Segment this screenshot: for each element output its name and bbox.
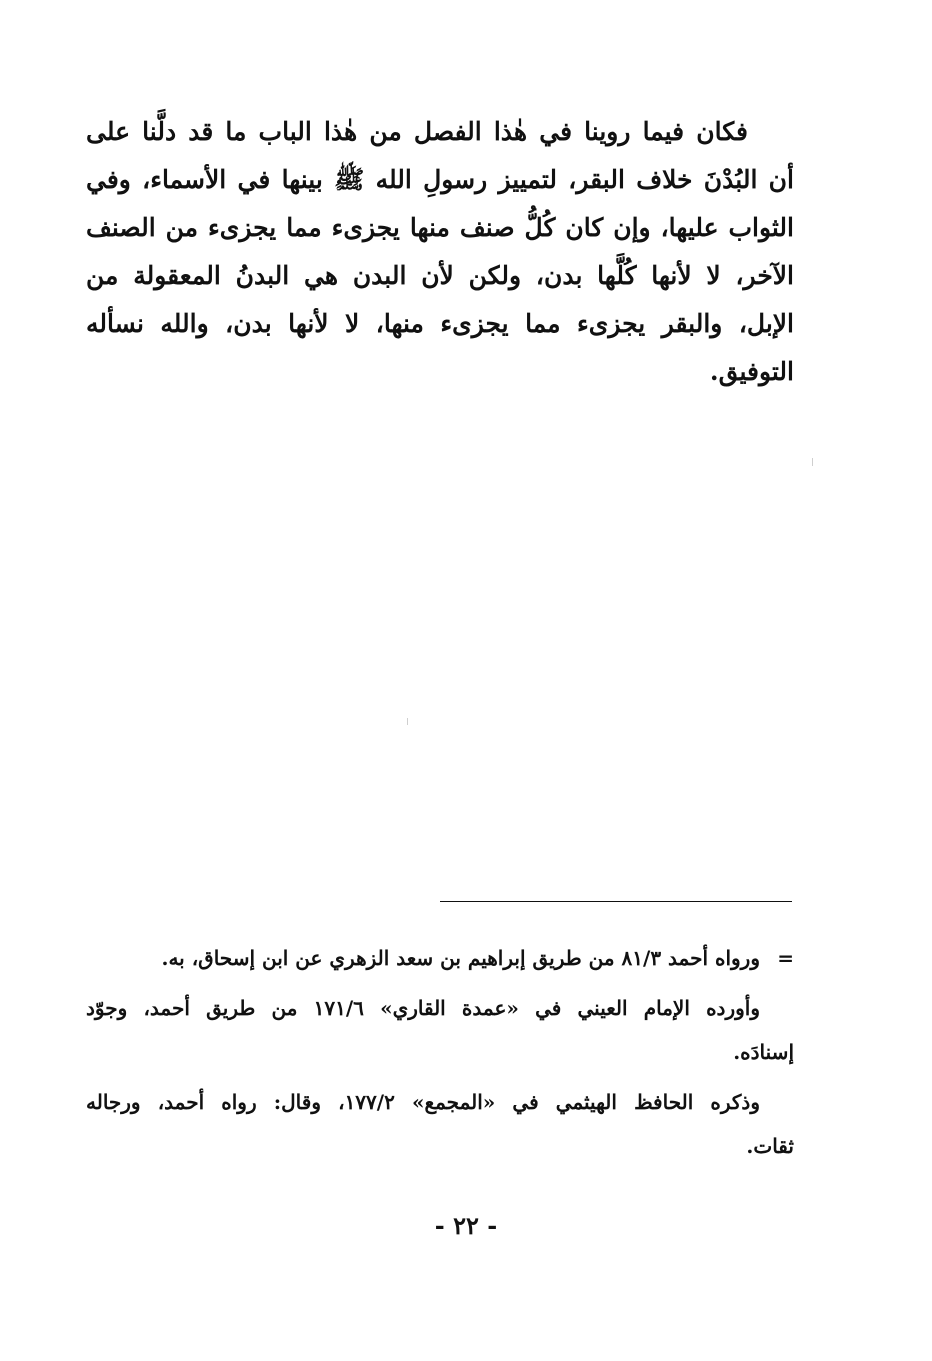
footnote-continuation-mark: = [777,946,794,970]
footnote-line: ثقات. [746,1134,794,1158]
main-text-line: أن البُدْنَ خلاف البقر، لتمييز رسولِ الله ﷺ بينها في الأسماء، وفي [86,165,794,194]
main-text-body [86,108,794,396]
main-text-line: الثواب عليها، وإن كان كُلُّ صنف منها يجزىء مما يجزىء من الصنف [86,213,794,242]
scan-speck [812,458,813,466]
main-text-line: التوفيق. [709,357,794,386]
main-text-line: الإبل، والبقر يجزىء مما يجزىء منها، لا لأنها بدن، والله نسأله [86,309,794,338]
scan-speck [407,718,408,725]
footnote-continued-line [86,936,794,980]
main-text-line: الآخر، لا لأنها كُلَّها بدن، ولكن لأن البدن هي البدنُ المعقولة من [86,261,794,290]
footnote-line: وذكره الحافظ الهيثمي في «المجمع» ١٧٧/٢، وقال: رواه أحمد، ورجاله [86,1090,760,1114]
footnote-separator [440,901,792,902]
footnotes-block [86,936,794,1168]
footnote-text: ورواه أحمد ٨١/٣ من طريق إبراهيم بن سعد الزهري عن ابن إسحاق، به. [161,946,760,970]
footnote-line: وأورده الإمام العيني في «عمدة القاري» ١٧١/٦ من طريق أحمد، وجوّد [86,996,760,1020]
page-number: - ٢٢ - [434,1211,498,1240]
footnote-line: إسنادَه. [733,1040,794,1064]
main-text-line: فكان فيما روينا في هٰذا الفصل من هٰذا الباب ما قد دلَّنا على [86,117,748,146]
